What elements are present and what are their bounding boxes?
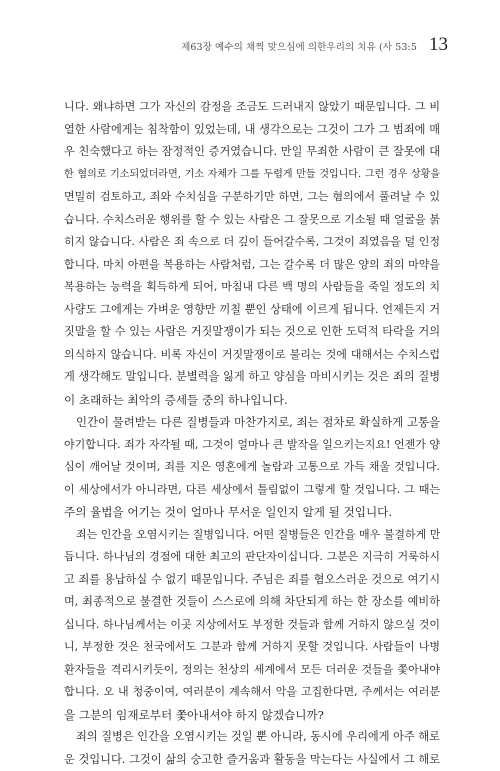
text-line: 야기합니다. 죄가 자각될 때, 그것이 얼마나 큰 발작을 일으키는지요! 언젠가 양 bbox=[64, 434, 440, 457]
text-line: 한 혐의로 기소되었더라면, 기소 자체가 그를 두렵게 만들 것입니다. 그런 경우 상황을 bbox=[64, 164, 440, 187]
text-line: 을 그분의 임재로부터 쫓아내셔야 하지 않겠습니까? bbox=[64, 704, 440, 727]
page-header bbox=[60, 34, 448, 56]
text-line: 사량도 그에게는 가벼운 영향만 끼칠 뿐인 상태에 이르게 됩니다. 언제든지 거 bbox=[64, 299, 440, 322]
text-line: 운 것입니다. 그것이 삶의 숭고한 즐거움과 활동을 막는다는 사실에서 그 해로 bbox=[64, 749, 440, 771]
text-line: 고 죄를 용납하실 수 없기 때문입니다. 주님은 죄를 혐오스러운 것으로 여기시 bbox=[64, 569, 440, 592]
text-line: 우 친숙했다고 하는 잠정적인 증거였습니다. 만일 무죄한 사람이 큰 잘못에 대 bbox=[64, 141, 440, 164]
text-line: 죄는 인간을 오염시키는 질병입니다. 어떤 질병들은 인간을 매우 불결하게 만 bbox=[64, 524, 440, 547]
text-line: 심이 깨어날 것이며, 죄를 지은 영혼에게 놀람과 고통으로 가득 채울 것입니다. bbox=[64, 456, 440, 479]
text-line: 히지 않습니다. 사람은 죄 속으로 더 깊이 들어갈수록, 그것이 죄였음을 덜 인정 bbox=[64, 231, 440, 254]
text-line: 합니다. 마치 아편을 복용하는 사람처럼, 그는 갈수록 더 많은 양의 죄의 마약을 bbox=[64, 254, 440, 277]
text-line: 주의 율법을 어기는 것이 얼마나 무서운 일인지 알게 될 것입니다. bbox=[64, 501, 440, 524]
text-line: 이 초래하는 최악의 증세들 중의 하나입니다. bbox=[64, 389, 440, 412]
text-line: 니다. 왜냐하면 그가 자신의 감정을 조금도 드러내지 않았기 때문입니다. 그 비 bbox=[64, 96, 440, 119]
text-line: 환자들을 격리시키듯이, 정의는 천상의 세계에서 모든 더러운 것들을 쫓아내야 bbox=[64, 659, 440, 682]
text-line: 듭니다. 하나님의 경점에 대한 최고의 판단자이십니다. 그분은 지극히 거룩하시 bbox=[64, 546, 440, 569]
text-line: 합니다. 오 내 청중이여, 여러분이 계속해서 악을 고집한다면, 주께서는 여러분 bbox=[64, 681, 440, 704]
text-line: 이 세상에서가 아니라면, 다른 세상에서 틀림없이 그렇게 할 것입니다. 그 때는 bbox=[64, 479, 440, 502]
text-line: 인간이 물려받는 다른 질병들과 마찬가지로, 죄는 점차로 확실하게 고통을 bbox=[64, 411, 440, 434]
text-line: 십니다. 하나님께서는 이곳 지상에서도 부정한 것들과 함께 거하지 않으실 것이 bbox=[64, 614, 440, 637]
text-line: 짓말을 할 수 있는 사람은 거짓말쟁이가 되는 것으로 인한 도덕적 타락을 거의 bbox=[64, 321, 440, 344]
body-text bbox=[64, 96, 440, 771]
text-line: 의식하지 않습니다. 비록 자신이 거짓말쟁이로 불리는 것에 대해서는 수치스럽 bbox=[64, 344, 440, 367]
text-line: 며, 최종적으로 불결한 것들이 스스로에 의해 차단되게 하는 한 장소를 예비하 bbox=[64, 591, 440, 614]
text-line: 게 생각해도 말입니다. 분별력을 잃게 하고 양심을 마비시키는 것은 죄의 질병 bbox=[64, 366, 440, 389]
text-line: 열한 사람에게는 침착함이 있었는데, 내 생각으로는 그것이 그가 그 범죄에 매 bbox=[64, 119, 440, 142]
text-line: 습니다. 수치스러운 행위를 할 수 있는 사람은 그 잘못으로 기소될 때 얼굴을 붉 bbox=[64, 209, 440, 232]
text-line: 면밀히 검토하고, 죄와 수치심을 구분하기만 하면, 그는 혐의에서 풀려날 수 있 bbox=[64, 186, 440, 209]
text-line: 복용하는 능력을 획득하게 되어, 마침내 다른 백 명의 사람들을 죽일 정도의 치 bbox=[64, 276, 440, 299]
text-line: 니, 부정한 것은 천국에서도 그분과 함께 거하지 못할 것입니다. 사람들이 나병 bbox=[64, 636, 440, 659]
page-number: 13 bbox=[429, 34, 448, 56]
text-line: 죄의 질병은 인간을 오염시키는 것일 뿐 아니라, 동시에 우리에게 아주 해로 bbox=[64, 726, 440, 749]
running-head: 제63장 예수의 채찍 맞으심에 의한우리의 치유 (사 53:5 bbox=[181, 39, 417, 53]
